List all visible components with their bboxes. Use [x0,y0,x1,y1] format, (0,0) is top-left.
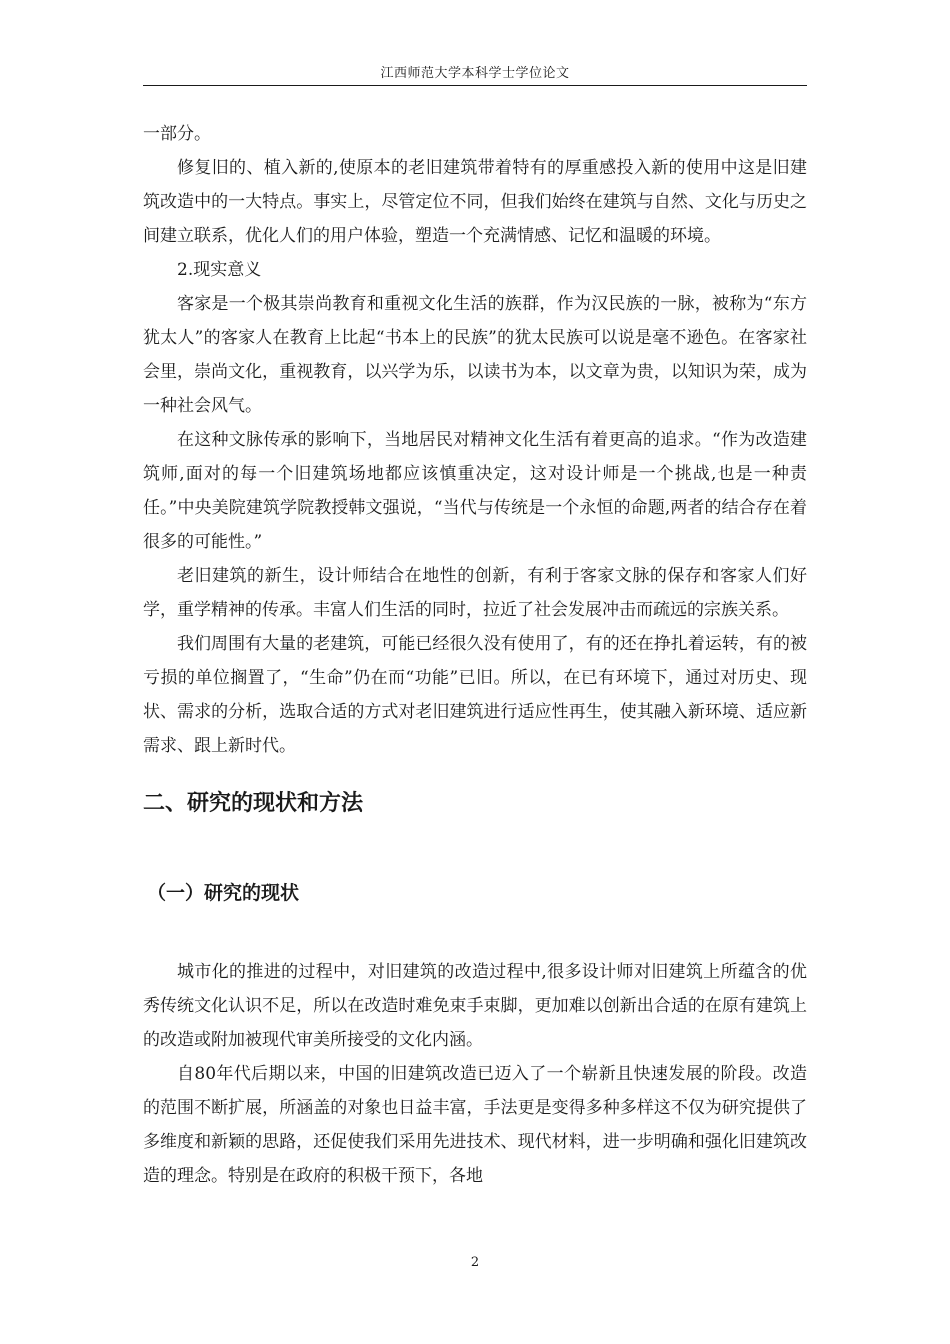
section-heading: 二、研究的现状和方法 [143,791,364,816]
paragraph-urbanization: 城市化的推进的过程中，对旧建筑的改造过程中,很多设计师对旧建筑上所蕴含的优秀传统文化认识不足，所以在改造时难免束手束脚，更加难以创新出合适的在原有建筑上的改造或附加被现代审美所接受的文化内涵。 [143,962,807,1050]
running-header: 江西师范大学本科学士学位论文 [380,66,570,81]
paragraph-surroundings: 我们周围有大量的老建筑，可能已经很久没有使用了，有的还在挣扎着运转，有的被亏损的单位搁置了，“生命”仍在而“功能”已旧。所以，在已有环境下，通过对历史、现状、需求的分析，选取合适的方式对老旧建筑进行适应性再生，使其融入新环境、适应新需求、跟上新时代。 [143,634,807,756]
paragraph-hakka: 客家是一个极其崇尚教育和重视文化生活的族群，作为汉民族的一脉，被称为“东方犹太人”的客家人在教育上比起“书本上的民族”的犹太民族可以说是毫不逊色。在客家社会里，崇尚文化，重视教育，以兴学为乐，以读书为本，以文章为贵，以知识为荣，成为一种社会风气。 [143,294,807,416]
paragraph-heritage: 在这种文脉传承的影响下，当地居民对精神文化生活有着更高的追求。“作为改造建筑师,面对的每一个旧建筑场地都应该慎重决定，这对设计师是一个挑战,也是一种责任。”中央美院建筑学院教授韩文强说，“当代与传统是一个永恒的命题,两者的结合存在着很多的可能性。” [143,430,807,552]
header-rule [143,85,807,86]
page-body [143,117,807,1193]
paragraph-rebirth: 老旧建筑的新生，设计师结合在地性的创新，有利于客家文脉的保存和客家人们好学，重学精神的传承。丰富人们生活的同时，拉近了社会发展冲击而疏远的宗族关系。 [143,566,807,620]
subheading-practical-significance: 2.现实意义 [177,260,262,280]
subsection-heading: （一）研究的现状 [147,882,300,904]
paragraph-eighties: 自80年代后期以来，中国的旧建筑改造已迈入了一个崭新且快速发展的阶段。改造的范围不断扩展，所涵盖的对象也日益丰富，手法更是变得多种多样这不仅为研究提供了多维度和新颖的思路，还促使我们采用先进技术、现代材料，进一步明确和强化旧建筑改造的理念。特别是在政府的积极干预下，各地 [143,1064,807,1186]
page-number: 2 [470,1255,480,1270]
paragraph-renovation: 修复旧的、植入新的,使原本的老旧建筑带着特有的厚重感投入新的使用中这是旧建筑改造中的一大特点。事实上，尽管定位不同，但我们始终在建筑与自然、文化与历史之间建立联系，优化人们的用户体验，塑造一个充满情感、记忆和温暖的环境。 [143,158,807,246]
paragraph-continued: 一部分。 [143,124,211,144]
